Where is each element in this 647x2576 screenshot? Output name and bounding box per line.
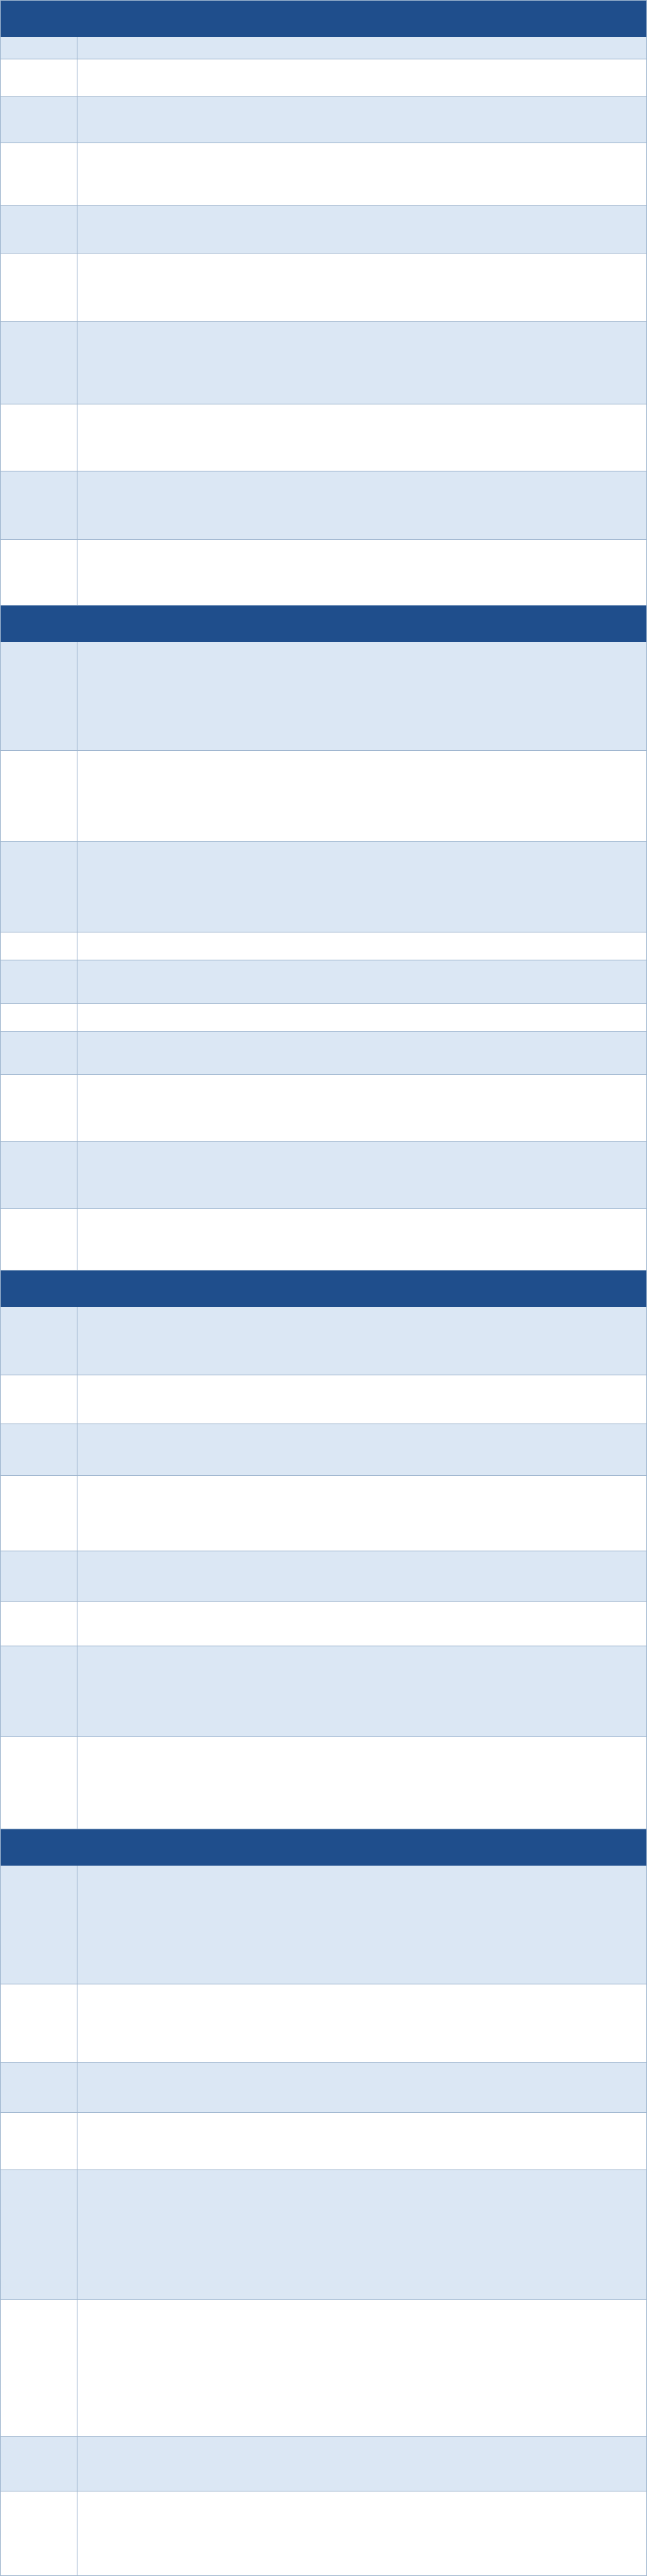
table-row — [1, 1075, 646, 1142]
policy-text — [77, 37, 646, 59]
region-name — [1, 1375, 77, 1424]
section-banner — [1, 1829, 646, 1866]
table-row — [1, 2113, 646, 2170]
section-banner — [1, 1, 646, 38]
region-name — [1, 471, 77, 539]
table-row — [1, 59, 646, 97]
region-name — [1, 404, 77, 471]
region-name — [1, 1476, 77, 1551]
policy-text — [77, 1476, 646, 1551]
region-name — [1, 1307, 77, 1375]
region-name — [1, 1004, 77, 1031]
policy-text — [77, 1004, 646, 1031]
table-row — [1, 1375, 646, 1424]
region-name — [1, 1075, 77, 1141]
table-row — [1, 960, 646, 1004]
policy-text — [77, 2170, 646, 2299]
policy-text — [77, 1866, 646, 1984]
table-row — [1, 1602, 646, 1646]
region-name — [1, 37, 77, 59]
table-row — [1, 1307, 646, 1375]
policy-text — [77, 143, 646, 205]
region-name — [1, 2113, 77, 2169]
table-row — [1, 642, 646, 751]
policy-text — [77, 960, 646, 1003]
region-name — [1, 642, 77, 750]
table-row — [1, 322, 646, 404]
policy-text — [77, 1375, 646, 1424]
table-row — [1, 1142, 646, 1209]
region-name — [1, 2300, 77, 2436]
policy-text — [77, 2300, 646, 2436]
table-row — [1, 2300, 646, 2437]
policy-text — [77, 206, 646, 253]
table-row — [1, 1032, 646, 1075]
policy-text — [77, 322, 646, 404]
table-row — [1, 1737, 646, 1829]
table-row — [1, 1646, 646, 1737]
region-name — [1, 960, 77, 1003]
policy-text — [77, 404, 646, 471]
region-name — [1, 254, 77, 321]
region-name — [1, 540, 77, 605]
policy-text — [77, 59, 646, 96]
table-row — [1, 1551, 646, 1602]
region-name — [1, 59, 77, 96]
region-name — [1, 1551, 77, 1601]
region-name — [1, 143, 77, 205]
policy-text — [77, 254, 646, 321]
region-name — [1, 1142, 77, 1208]
policy-text — [77, 1646, 646, 1736]
region-name — [1, 932, 77, 960]
region-name — [1, 1866, 77, 1984]
region-name — [1, 2437, 77, 2491]
table-row — [1, 540, 646, 606]
table-row — [1, 751, 646, 842]
policy-text — [77, 1032, 646, 1074]
table-row — [1, 254, 646, 322]
policy-text — [77, 1984, 646, 2062]
region-name — [1, 2491, 77, 2575]
policy-text — [77, 540, 646, 605]
policy-text — [77, 1075, 646, 1141]
table-row — [1, 1476, 646, 1551]
table-row — [1, 1866, 646, 1984]
region-name — [1, 2063, 77, 2112]
table-row — [1, 97, 646, 143]
table-row — [1, 404, 646, 471]
policy-text — [77, 1209, 646, 1270]
policy-text — [77, 1142, 646, 1208]
table-row — [1, 37, 646, 59]
region-name — [1, 751, 77, 841]
policy-text — [77, 2437, 646, 2491]
table-row — [1, 1209, 646, 1271]
section-banner — [1, 606, 646, 643]
region-name — [1, 1984, 77, 2062]
table-row — [1, 2170, 646, 2300]
region-name — [1, 1602, 77, 1646]
region-name — [1, 1646, 77, 1736]
policy-text — [77, 751, 646, 841]
policy-text — [77, 642, 646, 750]
policy-text — [77, 1602, 646, 1646]
table-row — [1, 1984, 646, 2063]
policy-text — [77, 2063, 646, 2112]
policy-text — [77, 1424, 646, 1475]
region-name — [1, 206, 77, 253]
table-row — [1, 143, 646, 206]
section-banner — [1, 1271, 646, 1308]
region-name — [1, 97, 77, 142]
policy-text — [77, 2491, 646, 2575]
region-name — [1, 842, 77, 932]
table-row — [1, 1004, 646, 1032]
policy-text — [77, 97, 646, 142]
table-row — [1, 2063, 646, 2113]
table-row — [1, 932, 646, 960]
table-row — [1, 2437, 646, 2491]
policy-text — [77, 471, 646, 539]
table-row — [1, 842, 646, 932]
region-name — [1, 1737, 77, 1829]
table-row — [1, 2491, 646, 2575]
policy-text — [77, 2113, 646, 2169]
policy-text — [77, 1737, 646, 1829]
region-name — [1, 1209, 77, 1270]
table-row — [1, 206, 646, 254]
policy-text — [77, 932, 646, 960]
region-name — [1, 1032, 77, 1074]
policy-text — [77, 842, 646, 932]
region-name — [1, 322, 77, 404]
region-name — [1, 2170, 77, 2299]
table-row — [1, 1424, 646, 1476]
policy-text — [77, 1551, 646, 1601]
region-name — [1, 1424, 77, 1475]
policy-text — [77, 1307, 646, 1375]
table-row — [1, 471, 646, 540]
